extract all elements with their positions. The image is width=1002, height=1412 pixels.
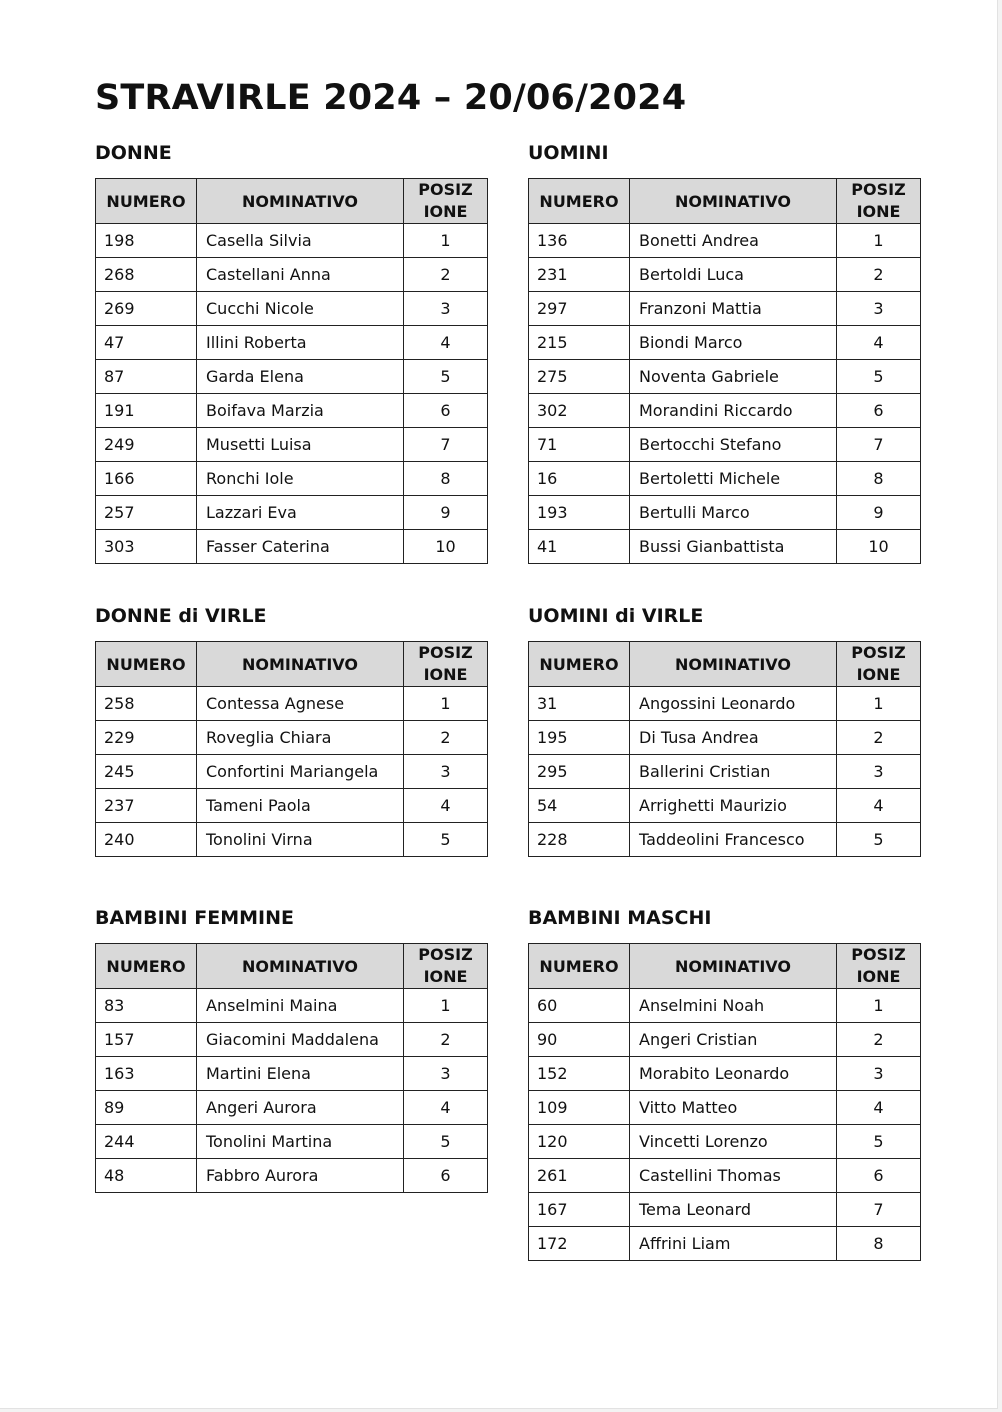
cell-nominativo: Musetti Luisa (197, 428, 404, 462)
table-header-row (96, 642, 488, 687)
cell-posizione: 6 (837, 1159, 921, 1193)
cell-numero: 47 (96, 326, 197, 360)
cell-posizione: 3 (404, 1057, 488, 1091)
table-row (96, 687, 488, 721)
cell-nominativo: Confortini Mariangela (197, 755, 404, 789)
header-nominativo: NOMINATIVO (630, 642, 837, 687)
cell-nominativo: Garda Elena (197, 360, 404, 394)
cell-posizione: 2 (837, 721, 921, 755)
section-title: DONNE di VIRLE (95, 605, 267, 627)
cell-posizione: 4 (404, 326, 488, 360)
cell-posizione: 5 (404, 1125, 488, 1159)
header-numero: NUMERO (529, 944, 630, 989)
cell-posizione: 6 (837, 394, 921, 428)
table-row (529, 462, 921, 496)
cell-posizione: 1 (404, 989, 488, 1023)
header-numero: NUMERO (96, 642, 197, 687)
table-row (529, 360, 921, 394)
header-nominativo: NOMINATIVO (197, 642, 404, 687)
table-row (96, 496, 488, 530)
header-numero: NUMERO (529, 179, 630, 224)
cell-posizione: 5 (837, 823, 921, 857)
section-bambini-maschi (528, 905, 920, 1253)
cell-posizione: 10 (404, 530, 488, 564)
cell-posizione: 5 (837, 1125, 921, 1159)
cell-posizione: 3 (837, 292, 921, 326)
cell-posizione: 4 (404, 789, 488, 823)
cell-numero: 249 (96, 428, 197, 462)
cell-nominativo: Arrighetti Maurizio (630, 789, 837, 823)
cell-numero: 120 (529, 1125, 630, 1159)
header-numero: NUMERO (529, 642, 630, 687)
cell-nominativo: Tema Leonard (630, 1193, 837, 1227)
cell-nominativo: Noventa Gabriele (630, 360, 837, 394)
cell-posizione: 3 (837, 1057, 921, 1091)
cell-posizione: 7 (404, 428, 488, 462)
cell-numero: 215 (529, 326, 630, 360)
cell-posizione: 6 (404, 394, 488, 428)
cell-posizione: 6 (404, 1159, 488, 1193)
table-row (96, 326, 488, 360)
table-row (529, 1023, 921, 1057)
table-header-row (96, 944, 488, 989)
cell-posizione: 8 (404, 462, 488, 496)
cell-numero: 229 (96, 721, 197, 755)
cell-posizione: 5 (404, 360, 488, 394)
header-posizione: POSIZIONE (837, 642, 921, 687)
cell-nominativo: Castellini Thomas (630, 1159, 837, 1193)
section-title: UOMINI (528, 142, 609, 164)
cell-posizione: 1 (837, 687, 921, 721)
cell-posizione: 7 (837, 1193, 921, 1227)
table-row (96, 360, 488, 394)
header-posizione: POSIZIONE (837, 179, 921, 224)
header-posizione: POSIZIONE (404, 642, 488, 687)
header-posizione: POSIZIONE (837, 944, 921, 989)
cell-numero: 195 (529, 721, 630, 755)
table-row (96, 1125, 488, 1159)
cell-nominativo: Boifava Marzia (197, 394, 404, 428)
results-table (528, 641, 921, 857)
cell-posizione: 8 (837, 1227, 921, 1261)
table-row (96, 224, 488, 258)
cell-nominativo: Casella Silvia (197, 224, 404, 258)
table-row (96, 530, 488, 564)
cell-nominativo: Tonolini Martina (197, 1125, 404, 1159)
section-title: UOMINI di VIRLE (528, 605, 704, 627)
cell-numero: 269 (96, 292, 197, 326)
cell-numero: 191 (96, 394, 197, 428)
cell-posizione: 1 (404, 687, 488, 721)
cell-posizione: 4 (837, 789, 921, 823)
header-numero: NUMERO (96, 179, 197, 224)
cell-numero: 87 (96, 360, 197, 394)
cell-numero: 245 (96, 755, 197, 789)
cell-numero: 166 (96, 462, 197, 496)
table-row (96, 462, 488, 496)
cell-posizione: 5 (404, 823, 488, 857)
section-donne-di-virle (95, 603, 487, 849)
cell-nominativo: Franzoni Mattia (630, 292, 837, 326)
cell-numero: 157 (96, 1023, 197, 1057)
cell-numero: 302 (529, 394, 630, 428)
cell-posizione: 3 (837, 755, 921, 789)
table-row (529, 687, 921, 721)
cell-nominativo: Giacomini Maddalena (197, 1023, 404, 1057)
cell-nominativo: Affrini Liam (630, 1227, 837, 1261)
cell-nominativo: Angossini Leonardo (630, 687, 837, 721)
table-row (529, 394, 921, 428)
table-row (96, 394, 488, 428)
cell-nominativo: Contessa Agnese (197, 687, 404, 721)
page-title: STRAVIRLE 2024 – 20/06/2024 (95, 78, 687, 118)
cell-posizione: 2 (404, 1023, 488, 1057)
cell-posizione: 7 (837, 428, 921, 462)
cell-numero: 240 (96, 823, 197, 857)
cell-numero: 244 (96, 1125, 197, 1159)
header-nominativo: NOMINATIVO (630, 944, 837, 989)
cell-posizione: 2 (837, 1023, 921, 1057)
cell-nominativo: Cucchi Nicole (197, 292, 404, 326)
table-row (96, 292, 488, 326)
table-row (96, 755, 488, 789)
cell-nominativo: Roveglia Chiara (197, 721, 404, 755)
cell-nominativo: Ballerini Cristian (630, 755, 837, 789)
cell-numero: 41 (529, 530, 630, 564)
cell-nominativo: Biondi Marco (630, 326, 837, 360)
cell-nominativo: Fabbro Aurora (197, 1159, 404, 1193)
table-header-row (529, 642, 921, 687)
cell-nominativo: Bonetti Andrea (630, 224, 837, 258)
table-row (529, 428, 921, 462)
cell-nominativo: Vitto Matteo (630, 1091, 837, 1125)
table-row (96, 1159, 488, 1193)
cell-nominativo: Angeri Aurora (197, 1091, 404, 1125)
header-nominativo: NOMINATIVO (197, 179, 404, 224)
cell-numero: 275 (529, 360, 630, 394)
cell-numero: 16 (529, 462, 630, 496)
header-posizione: POSIZIONE (404, 179, 488, 224)
cell-numero: 109 (529, 1091, 630, 1125)
cell-nominativo: Di Tusa Andrea (630, 721, 837, 755)
cell-numero: 89 (96, 1091, 197, 1125)
cell-nominativo: Tameni Paola (197, 789, 404, 823)
cell-posizione: 4 (837, 1091, 921, 1125)
cell-posizione: 2 (404, 258, 488, 292)
cell-numero: 48 (96, 1159, 197, 1193)
cell-numero: 303 (96, 530, 197, 564)
cell-numero: 54 (529, 789, 630, 823)
cell-numero: 198 (96, 224, 197, 258)
cell-nominativo: Bertulli Marco (630, 496, 837, 530)
table-row (529, 1091, 921, 1125)
cell-nominativo: Bussi Gianbattista (630, 530, 837, 564)
cell-posizione: 2 (837, 258, 921, 292)
cell-nominativo: Morandini Riccardo (630, 394, 837, 428)
cell-nominativo: Castellani Anna (197, 258, 404, 292)
cell-nominativo: Lazzari Eva (197, 496, 404, 530)
results-table (528, 943, 921, 1261)
table-row (529, 496, 921, 530)
cell-numero: 295 (529, 755, 630, 789)
section-title: DONNE (95, 142, 172, 164)
cell-posizione: 4 (837, 326, 921, 360)
table-row (529, 1057, 921, 1091)
cell-numero: 31 (529, 687, 630, 721)
table-row (529, 1159, 921, 1193)
section-donne (95, 140, 487, 556)
cell-numero: 136 (529, 224, 630, 258)
cell-numero: 257 (96, 496, 197, 530)
cell-numero: 258 (96, 687, 197, 721)
header-numero: NUMERO (96, 944, 197, 989)
table-row (529, 1125, 921, 1159)
table-row (96, 258, 488, 292)
table-row (96, 989, 488, 1023)
cell-numero: 228 (529, 823, 630, 857)
cell-nominativo: Anselmini Maina (197, 989, 404, 1023)
table-row (96, 789, 488, 823)
cell-numero: 60 (529, 989, 630, 1023)
table-header-row (96, 179, 488, 224)
cell-numero: 237 (96, 789, 197, 823)
cell-posizione: 1 (837, 224, 921, 258)
cell-nominativo: Fasser Caterina (197, 530, 404, 564)
table-row (529, 530, 921, 564)
cell-numero: 163 (96, 1057, 197, 1091)
cell-nominativo: Taddeolini Francesco (630, 823, 837, 857)
cell-nominativo: Illini Roberta (197, 326, 404, 360)
section-title: BAMBINI MASCHI (528, 907, 712, 929)
results-table (95, 178, 488, 564)
cell-numero: 152 (529, 1057, 630, 1091)
cell-nominativo: Vincetti Lorenzo (630, 1125, 837, 1159)
cell-posizione: 9 (404, 496, 488, 530)
cell-posizione: 10 (837, 530, 921, 564)
table-row (96, 1091, 488, 1125)
section-uomini (528, 140, 920, 556)
cell-posizione: 1 (837, 989, 921, 1023)
table-row (529, 1227, 921, 1261)
table-row (529, 292, 921, 326)
table-row (96, 721, 488, 755)
cell-numero: 231 (529, 258, 630, 292)
cell-posizione: 4 (404, 1091, 488, 1125)
cell-numero: 83 (96, 989, 197, 1023)
table-row (529, 789, 921, 823)
results-table (95, 641, 488, 857)
cell-posizione: 2 (404, 721, 488, 755)
table-row (529, 823, 921, 857)
table-row (96, 428, 488, 462)
table-row (529, 989, 921, 1023)
cell-posizione: 5 (837, 360, 921, 394)
table-row (96, 823, 488, 857)
cell-numero: 193 (529, 496, 630, 530)
cell-nominativo: Bertoletti Michele (630, 462, 837, 496)
results-table (528, 178, 921, 564)
table-row (96, 1057, 488, 1091)
cell-numero: 167 (529, 1193, 630, 1227)
table-row (96, 1023, 488, 1057)
table-header-row (529, 179, 921, 224)
cell-nominativo: Morabito Leonardo (630, 1057, 837, 1091)
results-table (95, 943, 488, 1193)
cell-posizione: 3 (404, 292, 488, 326)
table-row (529, 721, 921, 755)
cell-numero: 261 (529, 1159, 630, 1193)
cell-nominativo: Martini Elena (197, 1057, 404, 1091)
cell-nominativo: Anselmini Noah (630, 989, 837, 1023)
cell-nominativo: Tonolini Virna (197, 823, 404, 857)
cell-nominativo: Bertoldi Luca (630, 258, 837, 292)
cell-numero: 297 (529, 292, 630, 326)
cell-posizione: 1 (404, 224, 488, 258)
section-bambini-femmine (95, 905, 487, 1185)
cell-numero: 71 (529, 428, 630, 462)
table-row (529, 258, 921, 292)
header-nominativo: NOMINATIVO (630, 179, 837, 224)
section-uomini-di-virle (528, 603, 920, 849)
cell-nominativo: Ronchi Iole (197, 462, 404, 496)
table-row (529, 1193, 921, 1227)
header-nominativo: NOMINATIVO (197, 944, 404, 989)
cell-nominativo: Angeri Cristian (630, 1023, 837, 1057)
cell-numero: 172 (529, 1227, 630, 1261)
header-posizione: POSIZIONE (404, 944, 488, 989)
cell-posizione: 8 (837, 462, 921, 496)
table-row (529, 755, 921, 789)
section-title: BAMBINI FEMMINE (95, 907, 294, 929)
cell-numero: 90 (529, 1023, 630, 1057)
cell-numero: 268 (96, 258, 197, 292)
table-row (529, 224, 921, 258)
table-header-row (529, 944, 921, 989)
cell-posizione: 9 (837, 496, 921, 530)
table-row (529, 326, 921, 360)
cell-posizione: 3 (404, 755, 488, 789)
cell-nominativo: Bertocchi Stefano (630, 428, 837, 462)
